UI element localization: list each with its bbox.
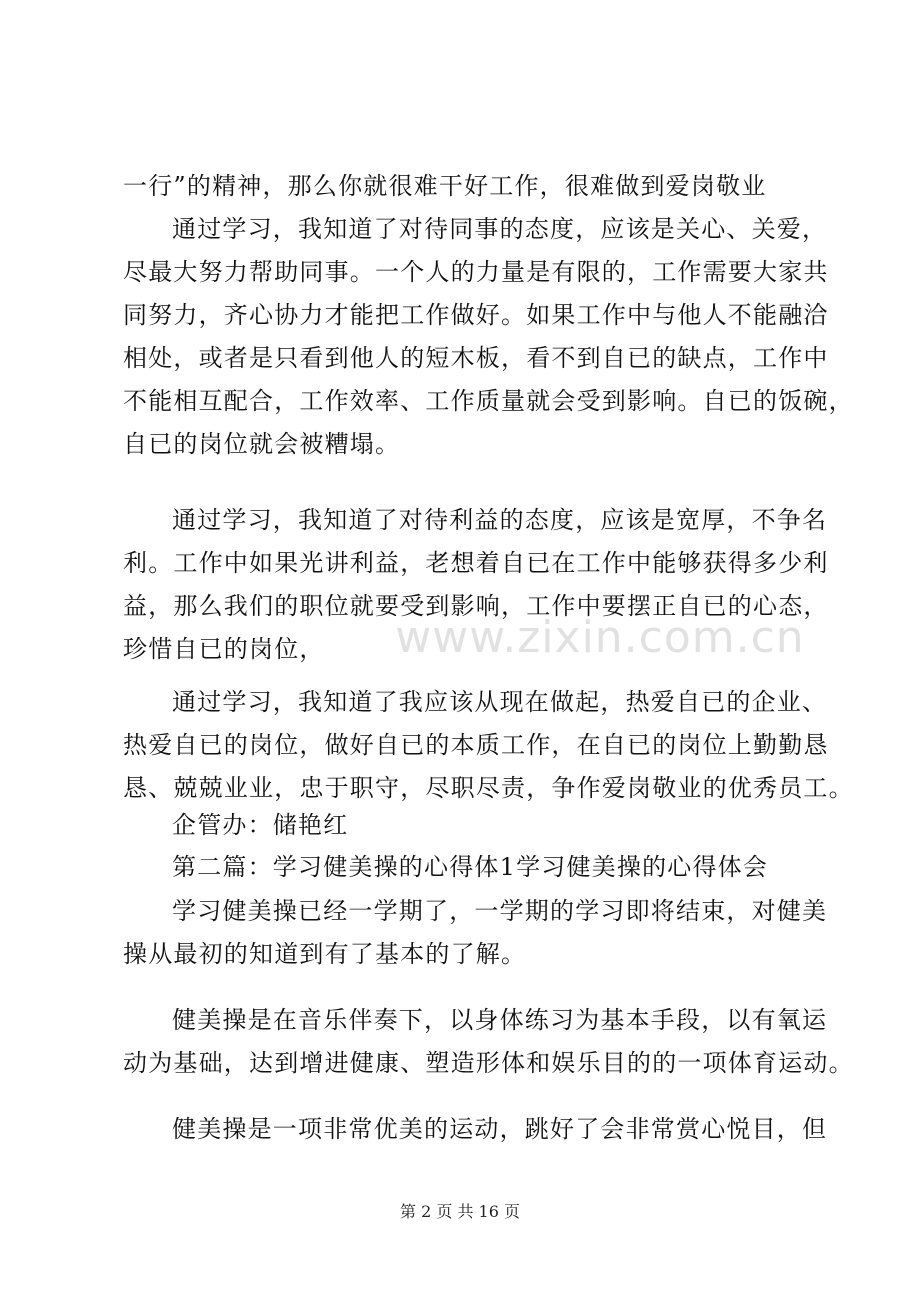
text-line: 不能相互配合，工作效率、工作质量就会受到影响。自已的饭碗， xyxy=(123,387,854,415)
paragraph-start-line: 通过学习，我知道了对待利益的态度，应该是宽厚，不争名 xyxy=(172,506,828,534)
text-line: 操从最初的知道到有了基本的了解。 xyxy=(123,940,527,968)
text-line: 利。工作中如果光讲利益，老想着自已在工作中能够获得多少利 xyxy=(123,549,829,577)
paragraph-start-line: 学习健美操已经一学期了，一学期的学习即将结束，对健美 xyxy=(172,897,828,925)
text-line: 益，那么我们的职位就要受到影响，工作中要摆正自已的心态， xyxy=(123,592,829,620)
text-line: 尽最大努力帮助同事。一个人的力量是有限的，工作需要大家共 xyxy=(123,258,829,286)
text-line: 同努力，齐心协力才能把工作做好。如果工作中与他人不能融洽 xyxy=(123,301,829,329)
page-footer: 第 2 页 共 16 页 xyxy=(400,1202,520,1221)
text-line: 自已的岗位就会被糟塌。 xyxy=(123,430,401,458)
text-line: 一行”的精神，那么你就很难干好工作，很难做到爱岗敬业 xyxy=(123,172,767,200)
paragraph-start-line: 健美操是在音乐伴奏下，以身体练习为基本手段，以有氧运 xyxy=(172,1006,828,1034)
text-line: 热爱自已的岗位，做好自已的本质工作，在自已的岗位上勤勤恳 xyxy=(123,731,829,759)
paragraph-start-line: 通过学习，我知道了我应该从现在做起，热爱自已的企业、 xyxy=(172,688,828,716)
text-line: 动为基础，达到增进健康、塑造形体和娱乐目的的一项体育运动。 xyxy=(123,1049,854,1077)
signature-line: 企管办：储艳红 xyxy=(172,811,349,839)
text-line: 恳、兢兢业业，忠于职守，尽职尽责，争作爱岗敬业的优秀员工。 xyxy=(123,774,854,802)
watermark: www.zixin.com.cn xyxy=(395,612,805,663)
paragraph-start-line: 健美操是一项非常优美的运动，跳好了会非常赏心悦目，但 xyxy=(172,1115,828,1143)
text-line: 珍惜自已的岗位， xyxy=(123,635,325,663)
paragraph-start-line: 通过学习，我知道了对待同事的态度，应该是关心、关爱， xyxy=(172,215,828,243)
section-heading: 第二篇：学习健美操的心得体1学习健美操的心得体会 xyxy=(172,853,769,881)
text-line: 相处，或者是只看到他人的短木板，看不到自已的缺点，工作中 xyxy=(123,344,829,372)
